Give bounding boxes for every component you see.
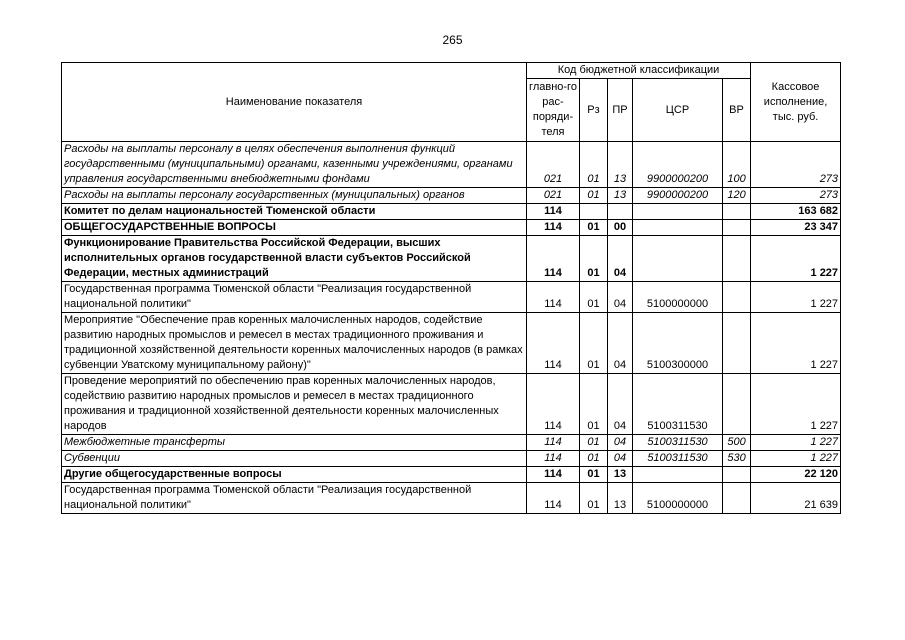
row-vr-cell	[723, 282, 751, 313]
row-csr-cell: 9900000200	[633, 142, 723, 188]
row-pr-cell: 13	[608, 483, 633, 514]
row-rz-cell: 01	[580, 188, 608, 204]
row-name-cell: Расходы на выплаты персоналу в целях обеспечения выполнения функций государственными (муниципальными) органами, казенными учреждениями, органами управления государственными внебюджетными фондами	[62, 142, 527, 188]
row-rz-cell: 01	[580, 483, 608, 514]
row-rz-cell: 01	[580, 282, 608, 313]
row-glavn-cell: 114	[527, 282, 580, 313]
row-name-cell: Комитет по делам национальностей Тюменской области	[62, 204, 527, 220]
row-rz-cell: 01	[580, 435, 608, 451]
table-row	[62, 236, 841, 282]
row-rz-cell: 01	[580, 467, 608, 483]
row-pr-cell: 04	[608, 313, 633, 374]
row-vr-cell	[723, 467, 751, 483]
row-vr-cell	[723, 374, 751, 435]
row-rz-cell: 01	[580, 374, 608, 435]
row-pr-cell: 04	[608, 435, 633, 451]
row-vr-cell	[723, 204, 751, 220]
row-rz-cell: 01	[580, 220, 608, 236]
row-name-cell: Субвенции	[62, 451, 527, 467]
table-row	[62, 483, 841, 514]
row-vr-cell: 100	[723, 142, 751, 188]
row-vr-cell	[723, 236, 751, 282]
header-pr: ПР	[608, 79, 633, 142]
row-glavn-cell: 021	[527, 188, 580, 204]
row-total-cell: 1 227	[751, 435, 841, 451]
row-rz-cell: 01	[580, 313, 608, 374]
row-total-cell: 1 227	[751, 282, 841, 313]
row-vr-cell	[723, 220, 751, 236]
row-total-cell: 22 120	[751, 467, 841, 483]
row-name-cell: Другие общегосударственные вопросы	[62, 467, 527, 483]
row-pr-cell	[608, 204, 633, 220]
table-row	[62, 467, 841, 483]
table-row	[62, 282, 841, 313]
row-glavn-cell: 114	[527, 236, 580, 282]
row-vr-cell: 530	[723, 451, 751, 467]
row-csr-cell: 5100311530	[633, 451, 723, 467]
page-number: 265	[442, 33, 463, 47]
row-glavn-cell: 114	[527, 220, 580, 236]
row-vr-cell: 500	[723, 435, 751, 451]
row-glavn-cell: 021	[527, 142, 580, 188]
table-row	[62, 451, 841, 467]
budget-table	[61, 62, 841, 514]
row-csr-cell: 5100311530	[633, 374, 723, 435]
row-pr-cell: 13	[608, 188, 633, 204]
row-total-cell: 1 227	[751, 313, 841, 374]
row-csr-cell	[633, 236, 723, 282]
row-glavn-cell: 114	[527, 374, 580, 435]
row-pr-cell: 13	[608, 467, 633, 483]
table-row	[62, 220, 841, 236]
row-total-cell: 1 227	[751, 236, 841, 282]
row-rz-cell	[580, 204, 608, 220]
table-row	[62, 313, 841, 374]
table-row	[62, 435, 841, 451]
row-rz-cell: 01	[580, 451, 608, 467]
row-glavn-cell: 114	[527, 435, 580, 451]
row-total-cell: 21 639	[751, 483, 841, 514]
row-csr-cell	[633, 220, 723, 236]
header-glavn: главно-го рас-поряди-теля	[527, 79, 580, 142]
header-code-group: Код бюджетной классификации	[527, 63, 751, 79]
row-name-cell: ОБЩЕГОСУДАРСТВЕННЫЕ ВОПРОСЫ	[62, 220, 527, 236]
row-rz-cell: 01	[580, 236, 608, 282]
row-glavn-cell: 114	[527, 204, 580, 220]
row-pr-cell: 04	[608, 374, 633, 435]
table-row	[62, 204, 841, 220]
row-pr-cell: 13	[608, 142, 633, 188]
row-csr-cell: 5100000000	[633, 483, 723, 514]
row-vr-cell	[723, 313, 751, 374]
row-csr-cell: 5100300000	[633, 313, 723, 374]
row-glavn-cell: 114	[527, 467, 580, 483]
table-row	[62, 374, 841, 435]
row-csr-cell	[633, 204, 723, 220]
row-glavn-cell: 114	[527, 451, 580, 467]
row-csr-cell: 9900000200	[633, 188, 723, 204]
row-name-cell: Проведение мероприятий по обеспечению прав коренных малочисленных народов, содействию развитию народных промыслов и ремесел в местах традиционного проживания и традиционной хозяйственной деятельности коренных малочисленных народов	[62, 374, 527, 435]
row-vr-cell: 120	[723, 188, 751, 204]
row-total-cell: 1 227	[751, 374, 841, 435]
header-total: Кассовое исполнение, тыс. руб.	[751, 63, 841, 142]
row-name-cell: Мероприятие "Обеспечение прав коренных малочисленных народов, содействие развитию народных промыслов и ремесел в местах традиционного проживания и традиционной хозяйственной деятельности коренных малочисленных народов (в рамках субвенции Уватскому муниципальному району)"	[62, 313, 527, 374]
row-csr-cell: 5100000000	[633, 282, 723, 313]
row-csr-cell: 5100311530	[633, 435, 723, 451]
row-glavn-cell: 114	[527, 313, 580, 374]
row-name-cell: Межбюджетные трансферты	[62, 435, 527, 451]
row-pr-cell: 04	[608, 282, 633, 313]
row-pr-cell: 04	[608, 236, 633, 282]
header-rz: Рз	[580, 79, 608, 142]
header-vr: ВР	[723, 79, 751, 142]
row-name-cell: Государственная программа Тюменской области "Реализация государственной национальной политики"	[62, 282, 527, 313]
row-total-cell: 273	[751, 142, 841, 188]
table-row	[62, 142, 841, 188]
row-total-cell: 23 347	[751, 220, 841, 236]
row-rz-cell: 01	[580, 142, 608, 188]
table-row	[62, 188, 841, 204]
row-glavn-cell: 114	[527, 483, 580, 514]
row-pr-cell: 00	[608, 220, 633, 236]
row-pr-cell: 04	[608, 451, 633, 467]
row-csr-cell	[633, 467, 723, 483]
row-total-cell: 163 682	[751, 204, 841, 220]
row-name-cell: Государственная программа Тюменской области "Реализация государственной национальной политики"	[62, 483, 527, 514]
row-total-cell: 1 227	[751, 451, 841, 467]
header-name: Наименование показателя	[62, 63, 527, 142]
row-total-cell: 273	[751, 188, 841, 204]
row-name-cell: Расходы на выплаты персоналу государственных (муниципальных) органов	[62, 188, 527, 204]
header-csr: ЦСР	[633, 79, 723, 142]
row-name-cell: Функционирование Правительства Российской Федерации, высших исполнительных органов государственной власти субъектов Российской Федерации, местных администраций	[62, 236, 527, 282]
row-vr-cell	[723, 483, 751, 514]
